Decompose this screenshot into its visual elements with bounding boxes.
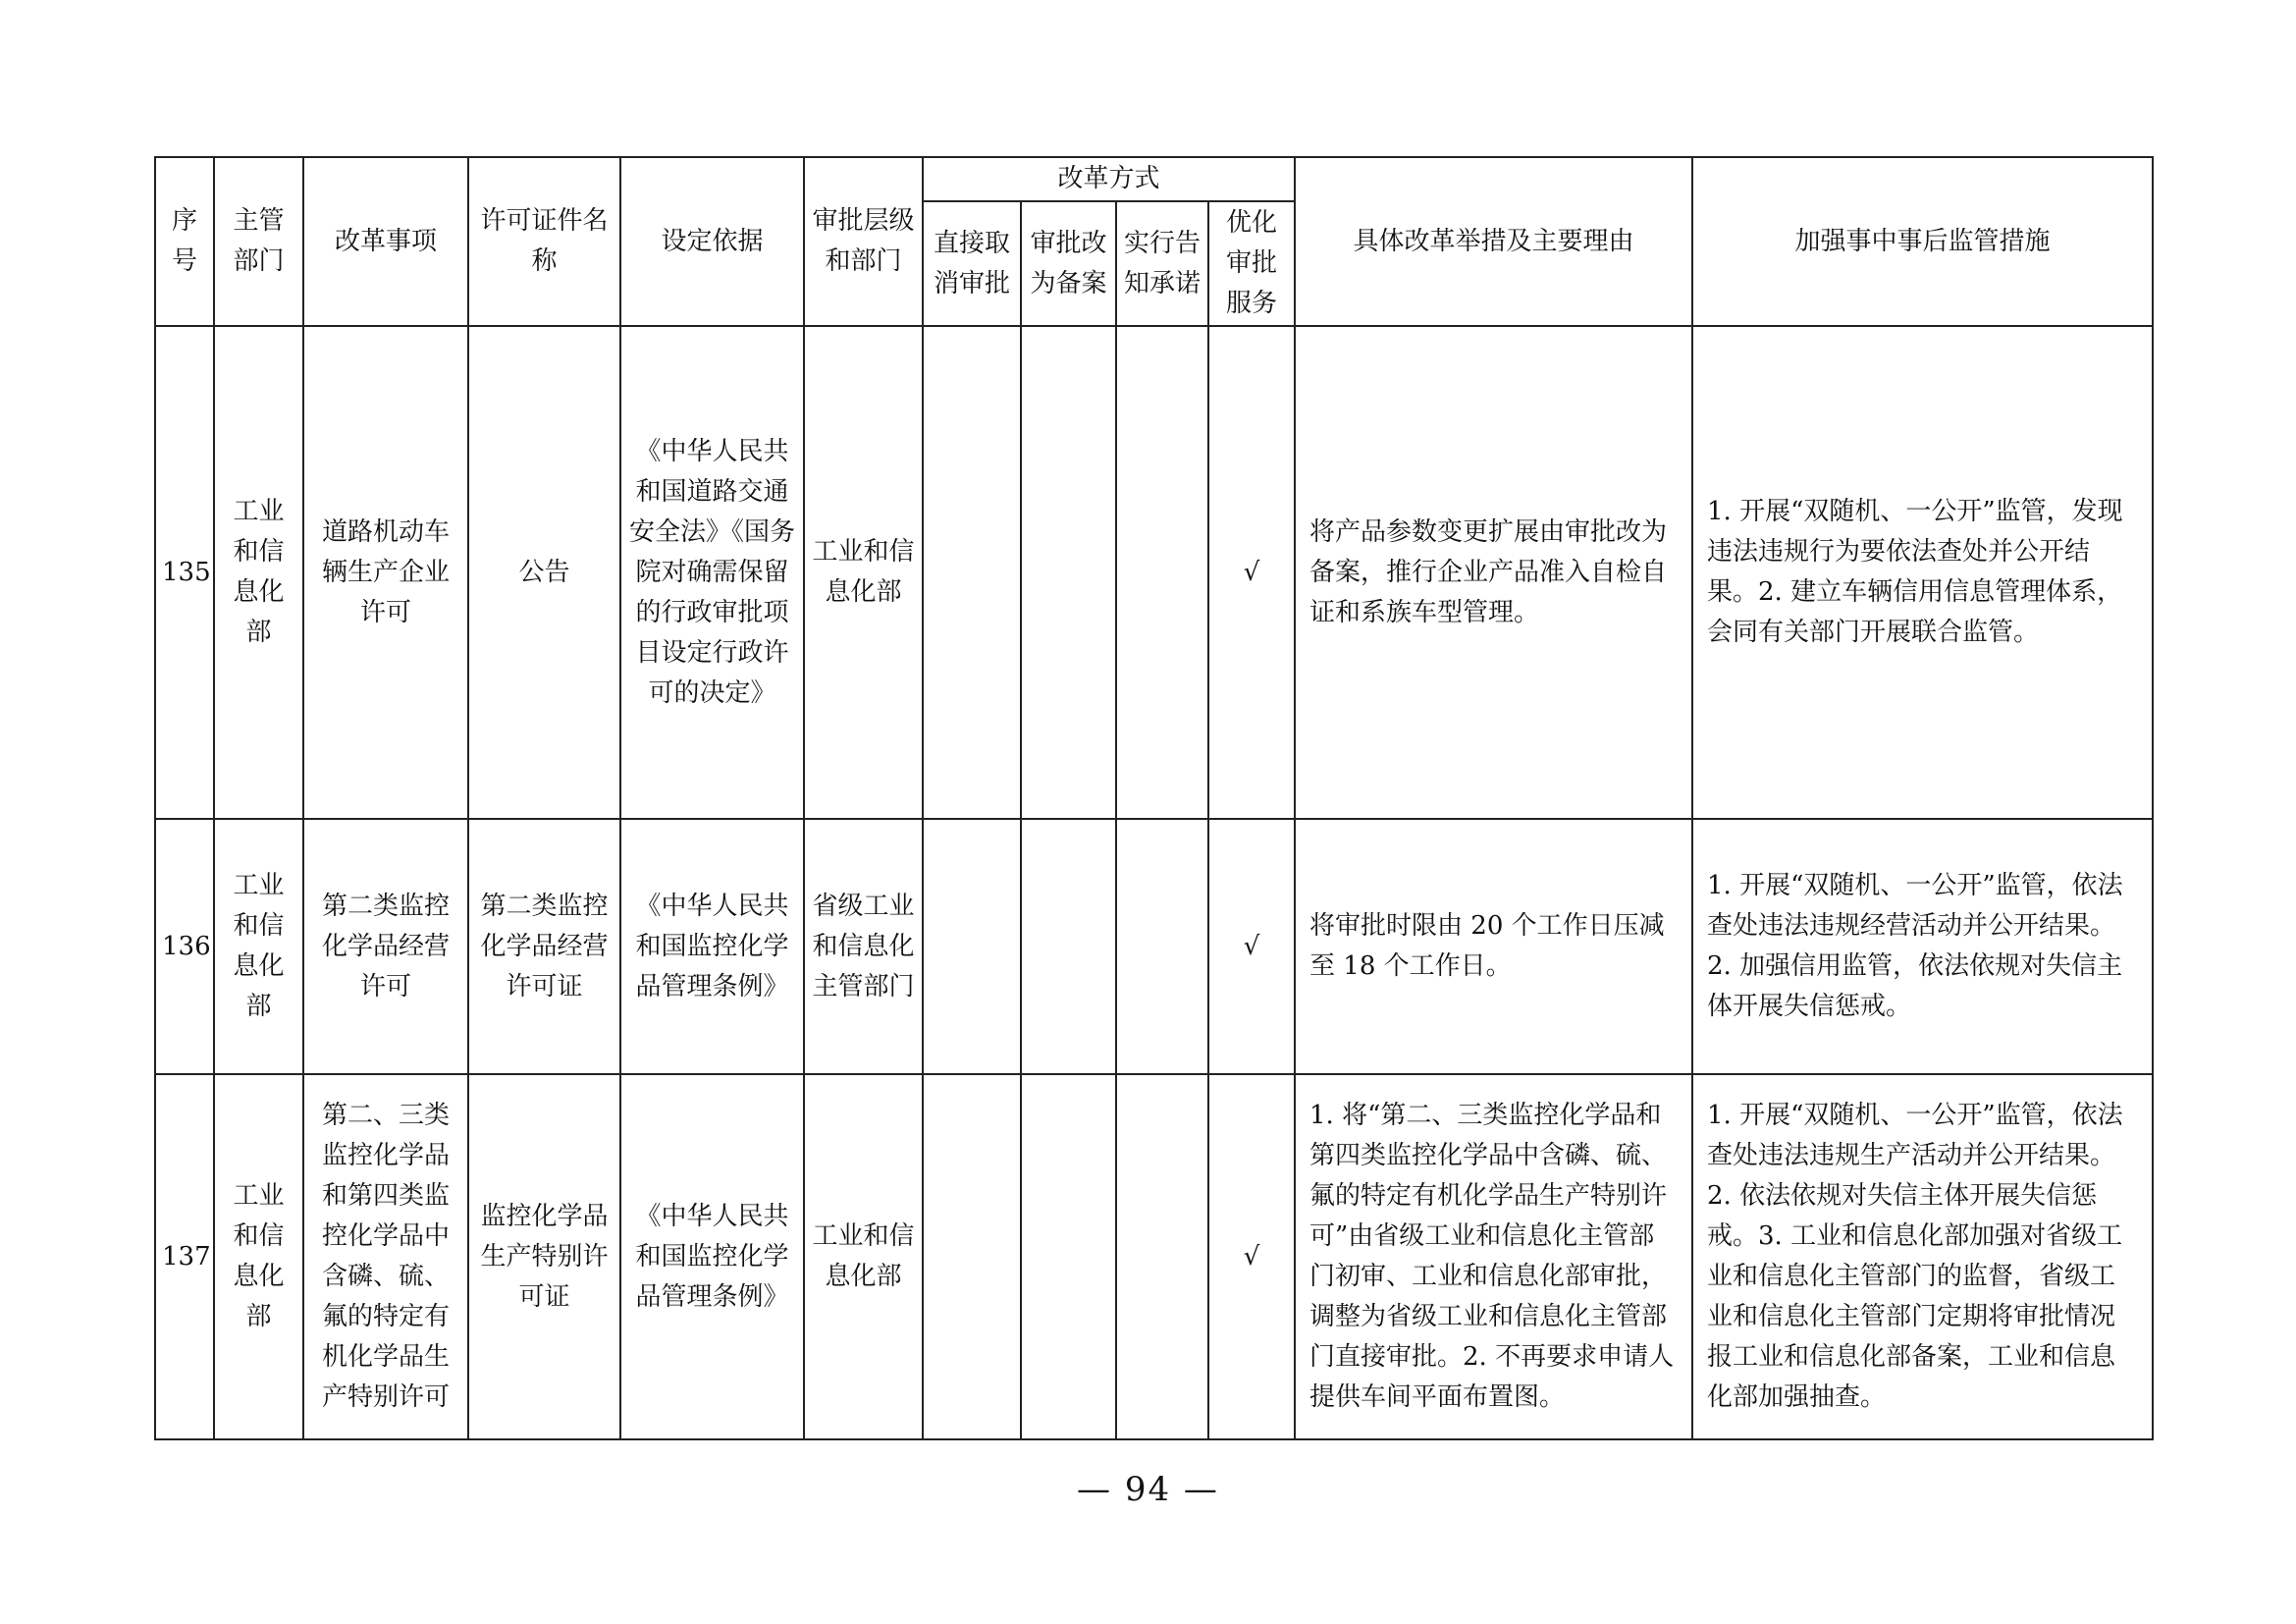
cell-measures: 1. 将“第二、三类监控化学品和第四类监控化学品中含磷、硫、氟的特定有机化学品生产特别许可”由省级工业和信息化主管部门初审、工业和信息化部审批，调整为省级工业和信息化主管部门直接审批。2. 不再要求申请人提供车间平面布置图。 [1295, 1074, 1692, 1439]
cell-level: 省级工业和信息化主管部门 [804, 819, 923, 1074]
cell-license: 监控化学品生产特别许可证 [468, 1074, 620, 1439]
cell-filing [1021, 1074, 1116, 1439]
reform-table [154, 156, 2154, 1440]
table-row [155, 326, 2153, 819]
cell-dept: 工业和信息化部 [214, 819, 303, 1074]
header-reform-notify: 实行告知承诺 [1116, 201, 1208, 326]
cell-dept: 工业和信息化部 [214, 326, 303, 819]
check-mark: √ [1208, 1074, 1295, 1439]
cell-seq: 135 [155, 326, 214, 819]
header-reform-group: 改革方式 [923, 157, 1295, 201]
check-mark: √ [1208, 326, 1295, 819]
header-reform-filing: 审批改为备案 [1021, 201, 1116, 326]
cell-notify [1116, 326, 1208, 819]
cell-level: 工业和信息化部 [804, 1074, 923, 1439]
cell-item: 道路机动车辆生产企业许可 [303, 326, 468, 819]
header-basis: 设定依据 [620, 157, 804, 326]
cell-license: 公告 [468, 326, 620, 819]
cell-basis: 《中华人民共和国监控化学品管理条例》 [620, 819, 804, 1074]
header-level: 审批层级和部门 [804, 157, 923, 326]
cell-license: 第二类监控化学品经营许可证 [468, 819, 620, 1074]
header-item: 改革事项 [303, 157, 468, 326]
cell-supervision: 1. 开展“双随机、一公开”监管，依法查处违法违规经营活动并公开结果。2. 加强信用监管，依法依规对失信主体开展失信惩戒。 [1692, 819, 2153, 1074]
cell-notify [1116, 819, 1208, 1074]
cell-cancel [923, 819, 1021, 1074]
cell-item: 第二类监控化学品经营许可 [303, 819, 468, 1074]
table-row [155, 1074, 2153, 1439]
check-mark: √ [1208, 819, 1295, 1074]
cell-item: 第二、三类监控化学品和第四类监控化学品中含磷、硫、氟的特定有机化学品生产特别许可 [303, 1074, 468, 1439]
header-supervision: 加强事中事后监管措施 [1692, 157, 2153, 326]
cell-cancel [923, 326, 1021, 819]
table-row [155, 819, 2153, 1074]
cell-measures: 将产品参数变更扩展由审批改为备案，推行企业产品准入自检自证和系族车型管理。 [1295, 326, 1692, 819]
cell-filing [1021, 326, 1116, 819]
page-number: — 94 — [1077, 1470, 1219, 1509]
cell-filing [1021, 819, 1116, 1074]
cell-cancel [923, 1074, 1021, 1439]
header-dept: 主管部门 [214, 157, 303, 326]
header-reform-cancel: 直接取消审批 [923, 201, 1021, 326]
cell-supervision: 1. 开展“双随机、一公开”监管，发现违法违规行为要依法查处并公开结果。2. 建立车辆信用信息管理体系，会同有关部门开展联合监管。 [1692, 326, 2153, 819]
header-license: 许可证件名称 [468, 157, 620, 326]
cell-basis: 《中华人民共和国道路交通安全法》《国务院对确需保留的行政审批项目设定行政许可的决定》 [620, 326, 804, 819]
header-seq: 序号 [155, 157, 214, 326]
cell-measures: 将审批时限由 20 个工作日压减至 18 个工作日。 [1295, 819, 1692, 1074]
cell-dept: 工业和信息化部 [214, 1074, 303, 1439]
cell-supervision: 1. 开展“双随机、一公开”监管，依法查处违法违规生产活动并公开结果。2. 依法依规对失信主体开展失信惩戒。3. 工业和信息化部加强对省级工业和信息化主管部门的监督，省级工业和信息化主管部门定期将审批情况报工业和信息化部备案，工业和信息化部加强抽查。 [1692, 1074, 2153, 1439]
cell-notify [1116, 1074, 1208, 1439]
cell-seq: 136 [155, 819, 214, 1074]
header-reform-optimize: 优化审批服务 [1208, 201, 1295, 326]
header-row [155, 157, 2153, 201]
header-measures: 具体改革举措及主要理由 [1295, 157, 1692, 326]
cell-level: 工业和信息化部 [804, 326, 923, 819]
cell-basis: 《中华人民共和国监控化学品管理条例》 [620, 1074, 804, 1439]
cell-seq: 137 [155, 1074, 214, 1439]
